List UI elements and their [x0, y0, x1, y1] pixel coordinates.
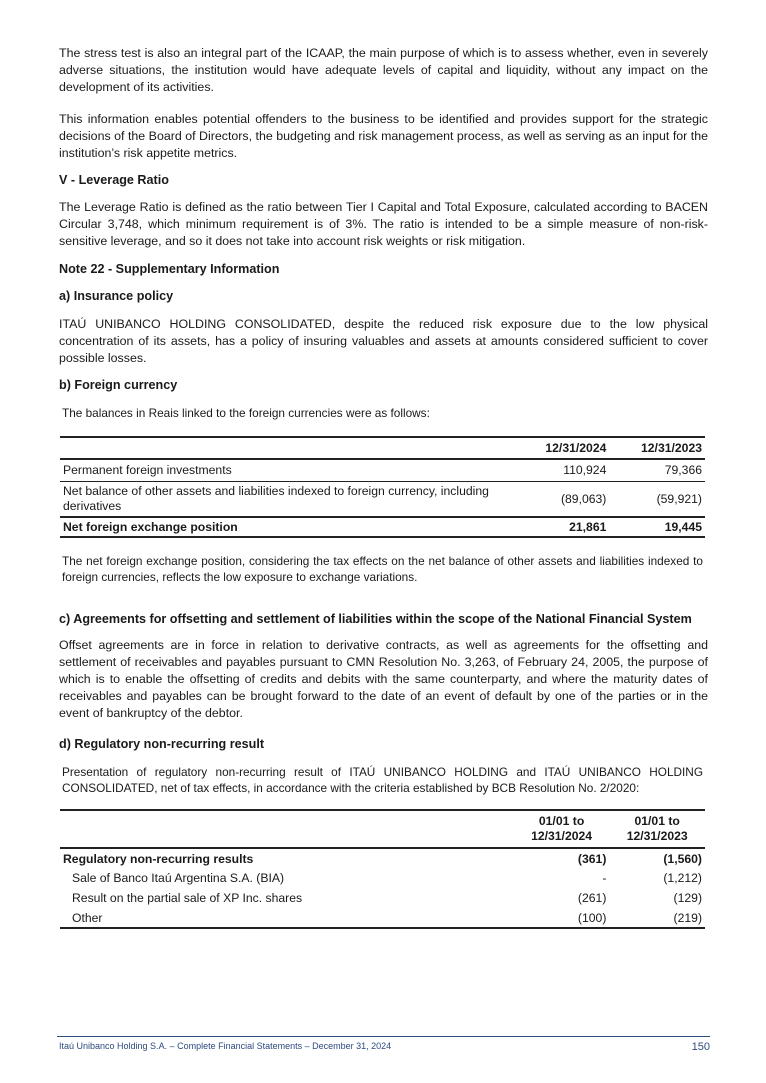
paragraph-fx-intro: The balances in Reais linked to the foreign currencies were as follows:: [62, 406, 430, 420]
column-header-2024-line2: 12/31/2024: [531, 829, 593, 843]
table-header-row: [60, 437, 705, 459]
table-total-row: [60, 848, 705, 868]
heading-foreign-currency: b) Foreign currency: [59, 378, 178, 392]
row-value-2023: 79,366: [664, 463, 702, 478]
row-label: Other: [72, 910, 103, 925]
footer-divider: [57, 1036, 710, 1037]
total-label: Regulatory non-recurring results: [63, 851, 254, 866]
paragraph-information: This information enables potential offenders to the business to be identified and provides support for the strategic decisions of the Board of Directors, the budgeting and risk management process, as well as serving as an input for the institution’s risk appetite metrics.: [59, 112, 708, 161]
paragraph-insurance: ITAÚ UNIBANCO HOLDING CONSOLIDATED, despite the reduced risk exposure due to the low physical concentration of its assets, has a policy of insuring valuables and assets at amounts considered sufficient to cover possible losses.: [59, 317, 708, 366]
row-value-2024: (89,063): [560, 491, 607, 506]
row-label: Sale of Banco Itaú Argentina S.A. (BIA): [72, 871, 285, 885]
row-value-2024: -: [602, 871, 607, 885]
row-value-2024: (261): [577, 891, 607, 905]
total-value-2023: (1,560): [663, 851, 702, 866]
column-header-2023-line1: 01/01 to: [634, 814, 680, 828]
row-value-2023: (129): [673, 891, 702, 905]
heading-note-22: Note 22 - Supplementary Information: [59, 262, 280, 276]
column-header-2023: [609, 810, 705, 848]
heading-leverage-ratio: V - Leverage Ratio: [59, 173, 169, 187]
table-row: [60, 481, 705, 517]
table-row: [60, 908, 705, 928]
page-number: 150: [691, 1041, 710, 1053]
table-row: [60, 459, 705, 481]
total-value-2024: (361): [577, 851, 607, 866]
column-header-2023: 12/31/2023: [641, 441, 702, 455]
foreign-currency-table: [60, 436, 705, 538]
column-header-2024-line1: 01/01 to: [538, 814, 585, 828]
paragraph-fx-note: The net foreign exchange position, considering the tax effects on the net balance of other assets and liabilities indexed to foreign currencies, reflects the low exposure to exchange variations.: [62, 554, 703, 584]
regulatory-table: [60, 809, 705, 929]
row-value-2023: (219): [673, 910, 702, 925]
total-value-2023: 19,445: [664, 520, 702, 534]
total-value-2024: 21,861: [569, 520, 607, 534]
paragraph-stress-test: The stress test is also an integral part of the ICAAP, the main purpose of which is to assess whether, even in severely adverse situations, the institution would have adequate levels of capital and liquidity, without any impact on the development of its activities.: [59, 46, 708, 95]
row-label: Result on the partial sale of XP Inc. shares: [72, 891, 303, 905]
heading-insurance-policy: a) Insurance policy: [59, 289, 174, 303]
row-value-2023: (59,921): [656, 491, 702, 506]
total-label: Net foreign exchange position: [63, 520, 238, 534]
footer-title: Itaú Unibanco Holding S.A. – Complete Financial Statements – December 31, 2024: [59, 1041, 392, 1051]
column-header-2024: 12/31/2024: [545, 441, 607, 455]
row-label: Permanent foreign investments: [63, 463, 232, 478]
row-value-2023: (1,212): [663, 871, 702, 885]
column-header-2023-line2: 12/31/2023: [626, 829, 688, 843]
column-header-2024: [514, 810, 610, 848]
row-value-2024: 110,924: [563, 463, 607, 478]
row-value-2024: (100): [577, 910, 607, 925]
paragraph-leverage: The Leverage Ratio is defined as the ratio between Tier I Capital and Total Exposure, calculated according to BACEN Circular 3,748, which minimum requirement is of 3%. The ratio is intended to be a simple measure of non-risk-sensitive leverage, and so it does not take into account risk weights or risk mitigation.: [59, 200, 708, 249]
table-row: [60, 888, 705, 908]
heading-offsetting: c) Agreements for offsetting and settlement of liabilities within the scope of the National Financial System: [59, 612, 692, 626]
row-label: Net balance of other assets and liabilities indexed to foreign currency, including derivatives: [63, 483, 489, 513]
table-row: [60, 868, 705, 888]
paragraph-offset: Offset agreements are in force in relation to derivative contracts, as well as agreements for the offsetting and settlement of receivables and payables pursuant to CMN Resolution No. 3,263, of February 24, 2005, the purpose of which is to enable the offsetting of credits and debits with the same counterparty, and where the maturity dates of receivables and payables can be brought forward to the date of an event of default by one of the parties or in the event of bankruptcy of the debtor.: [59, 638, 708, 721]
paragraph-regulatory-intro: Presentation of regulatory non-recurring result of ITAÚ UNIBANCO HOLDING and ITAÚ UNIBANCO HOLDING CONSOLIDATED, net of tax effects, in accordance with the criteria established by BCB Resolution No. 2/2020:: [62, 765, 703, 795]
table-total-row: [60, 517, 705, 537]
table-header-row: [60, 810, 705, 848]
heading-regulatory: d) Regulatory non-recurring result: [59, 737, 265, 751]
